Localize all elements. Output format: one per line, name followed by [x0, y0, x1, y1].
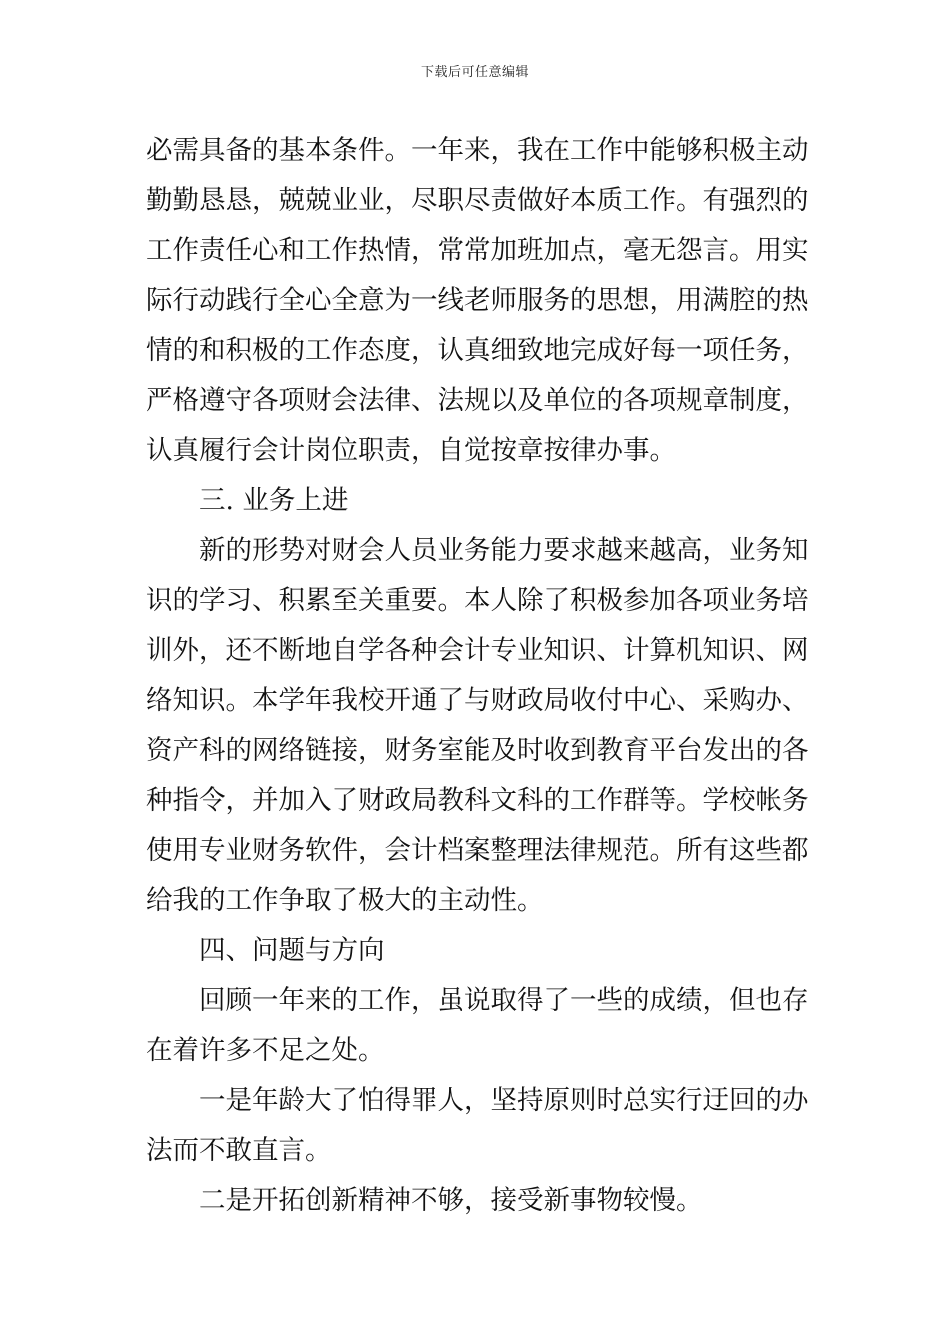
text-line: 在着许多不足之处。 [146, 1035, 385, 1066]
text-line: 必需具备的基本条件。一年来，我在工作中能够积极主动 [146, 135, 808, 166]
text-line: 使用专业财务软件，会计档案整理法律规范。所有这些都 [146, 835, 808, 866]
section-heading: 三. 业务上进 [199, 485, 349, 516]
text-line: 种指令，并加入了财政局教科文科的工作群等。学校帐务 [146, 785, 808, 816]
section-heading: 四、问题与方向 [199, 935, 385, 966]
text-line: 际行动践行全心全意为一线老师服务的思想，用满腔的热 [146, 285, 808, 316]
text-line: 认真履行会计岗位职责，自觉按章按律办事。 [146, 435, 676, 466]
text-line: 络知识。本学年我校开通了与财政局收付中心、采购办、 [146, 685, 808, 716]
page-header: 下载后可任意编辑 [420, 65, 529, 80]
text-line: 新的形势对财会人员业务能力要求越来越高，业务知 [199, 535, 808, 566]
text-line: 工作责任心和工作热情，常常加班加点，毫无怨言。用实 [146, 235, 808, 266]
text-line: 训外，还不断地自学各种会计专业知识、计算机知识、网 [146, 635, 808, 666]
text-line: 一是年龄大了怕得罪人，坚持原则时总实行迂回的办 [199, 1085, 808, 1116]
text-line: 回顾一年来的工作，虽说取得了一些的成绩，但也存 [199, 985, 808, 1016]
document-body [146, 126, 808, 1226]
text-line: 资产科的网络链接，财务室能及时收到教育平台发出的各 [146, 735, 808, 766]
text-line: 情的和积极的工作态度，认真细致地完成好每一项任务， [146, 335, 808, 366]
text-line: 法而不敢直言。 [146, 1135, 332, 1166]
text-line: 二是开拓创新精神不够，接受新事物较慢。 [199, 1185, 703, 1216]
text-line: 勤勤恳恳，兢兢业业，尽职尽责做好本质工作。有强烈的 [146, 185, 808, 216]
text-line: 给我的工作争取了极大的主动性。 [146, 885, 544, 916]
text-line: 严格遵守各项财会法律、法规以及单位的各项规章制度， [146, 385, 808, 416]
text-line: 识的学习、积累至关重要。本人除了积极参加各项业务培 [146, 585, 808, 616]
